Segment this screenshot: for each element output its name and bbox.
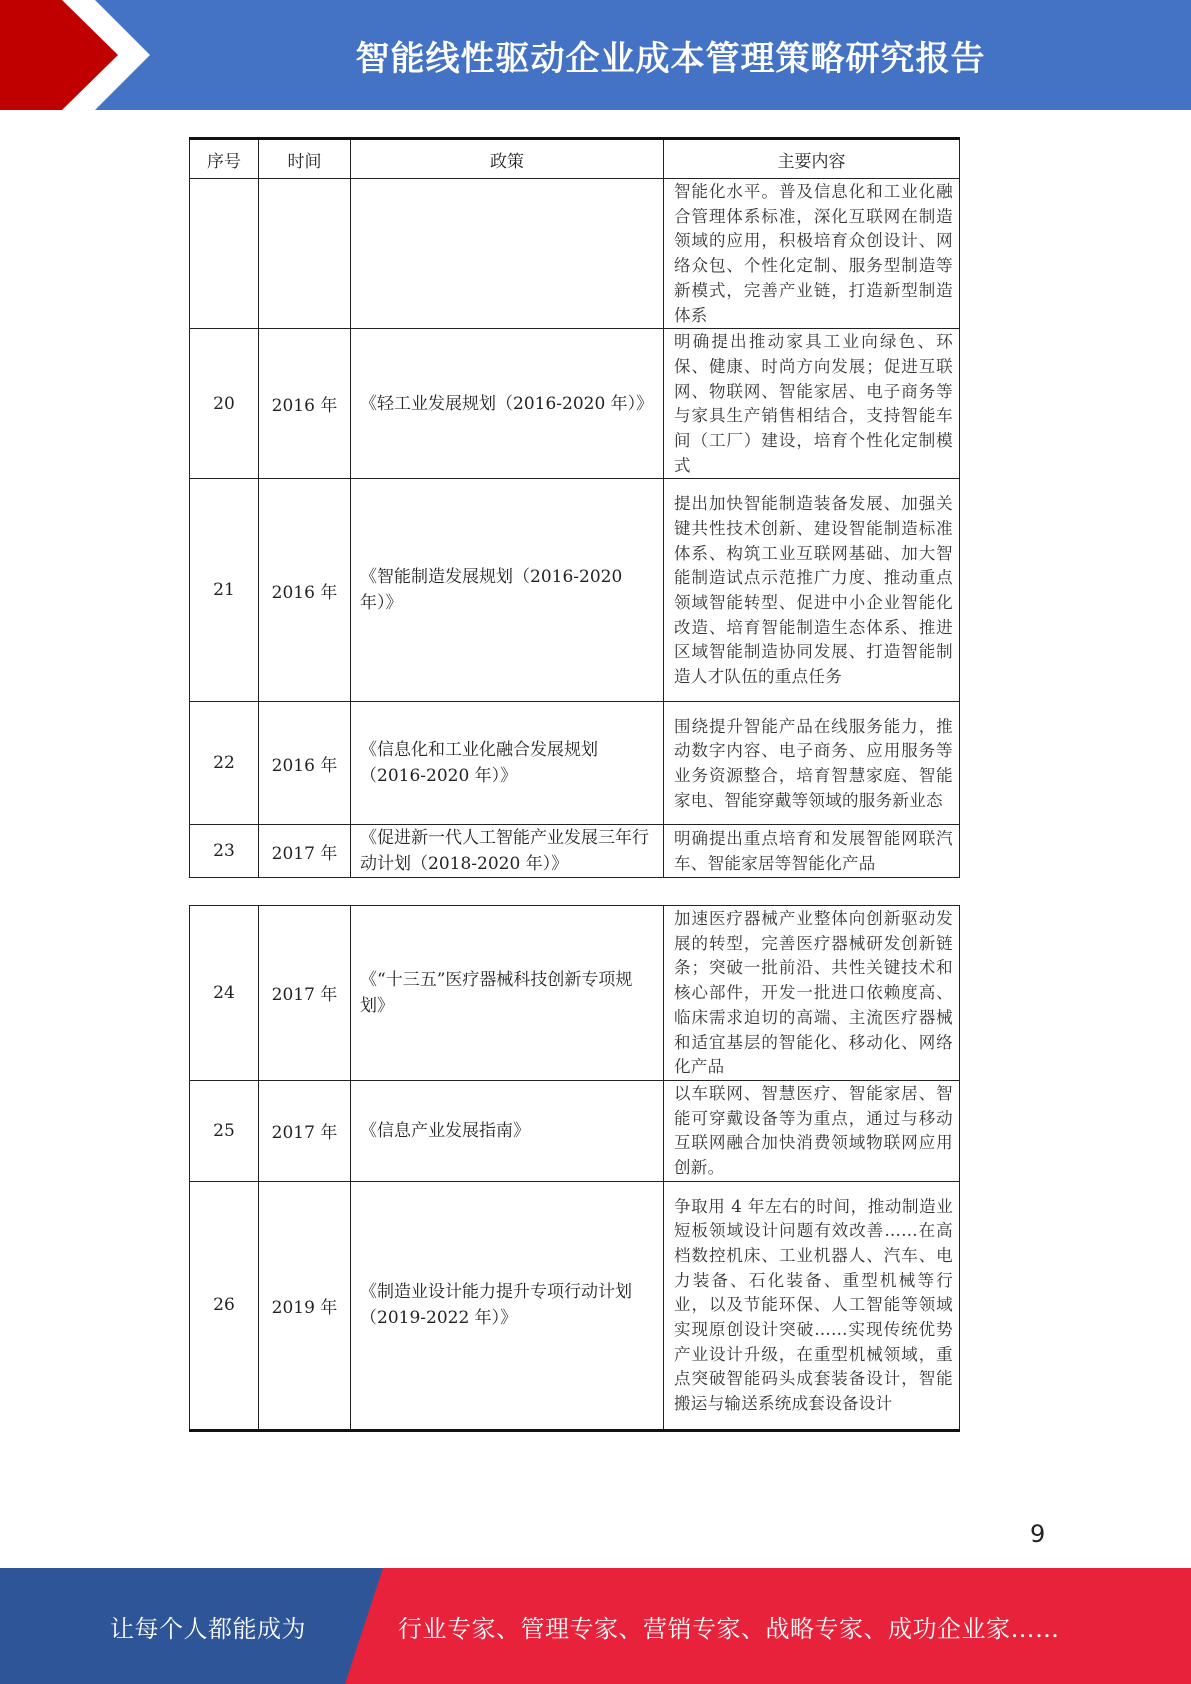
row-policy: 《促进新一代人工智能产业发展三年行动计划（2018-2020 年）》: [351, 825, 664, 878]
row-policy: [351, 179, 664, 329]
table-header-row: [190, 139, 960, 179]
row-year: 2019 年: [259, 1181, 351, 1430]
table-row: [190, 329, 960, 479]
row-year: [259, 179, 351, 329]
row-policy: 《轻工业发展规划（2016-2020 年）》: [351, 329, 664, 479]
row-year: 2017 年: [259, 906, 351, 1081]
table-row: [190, 179, 960, 329]
table-row: [190, 702, 960, 825]
row-content: 明确提出推动家具工业向绿色、环保、健康、时尚方向发展；促进互联网、物联网、智能家居、电子商务等与家具生产销售相结合，支持智能车间（工厂）建设，培育个性化定制模式: [664, 329, 960, 479]
report-title: 智能线性驱动企业成本管理策略研究报告: [355, 38, 986, 79]
row-policy: 《“十三五”医疗器械科技创新专项规划》: [351, 906, 664, 1081]
row-number: 22: [190, 702, 259, 825]
row-policy: 《信息化和工业化融合发展规划（2016-2020 年）》: [351, 702, 664, 825]
row-number: [190, 179, 259, 329]
row-year: 2016 年: [259, 329, 351, 479]
table-row: [190, 1080, 960, 1181]
row-year: 2016 年: [259, 702, 351, 825]
table-row: [190, 479, 960, 702]
table-row: [190, 906, 960, 1081]
row-year: 2016 年: [259, 479, 351, 702]
footer-slogan-left: 让每个人都能成为: [110, 1614, 306, 1643]
row-year: 2017 年: [259, 1080, 351, 1181]
policy-table-part-1: [189, 137, 960, 878]
page-number: 9: [1030, 1520, 1046, 1548]
row-number: 24: [190, 906, 259, 1081]
column-header-number: 序号: [190, 139, 259, 179]
row-year: 2017 年: [259, 825, 351, 878]
row-content: 加速医疗器械产业整体向创新驱动发展的转型，完善医疗器械研发创新链条；突破一批前沿、共性关键技术和核心部件，开发一批进口依赖度高、临床需求迫切的高端、主流医疗器械和适宜基层的智能化、移动化、网络化产品: [664, 906, 960, 1081]
column-header-content: 主要内容: [664, 139, 960, 179]
footer-slogan-right: 行业专家、管理专家、营销专家、战略专家、成功企业家……: [398, 1614, 1060, 1643]
row-policy: 《智能制造发展规划（2016-2020 年）》: [351, 479, 664, 702]
row-policy: 《制造业设计能力提升专项行动计划（2019-2022 年）》: [351, 1181, 664, 1430]
column-header-policy: 政策: [351, 139, 664, 179]
row-content: 提出加快智能制造装备发展、加强关键共性技术创新、建设智能制造标准体系、构筑工业互联网基础、加大智能制造试点示范推广力度、推动重点领域智能转型、促进中小企业智能化改造、培育智能制造生态体系、推进区域智能制造协同发展、打造智能制造人才队伍的重点任务: [664, 479, 960, 702]
row-number: 21: [190, 479, 259, 702]
row-content: 智能化水平。普及信息化和工业化融合管理体系标准，深化互联网在制造领域的应用，积极培育众创设计、网络众包、个性化定制、服务型制造等新模式，完善产业链，打造新型制造体系: [664, 179, 960, 329]
table-row: [190, 825, 960, 878]
row-content: 以车联网、智慧医疗、智能家居、智能可穿戴设备等为重点，通过与移动互联网融合加快消费领域物联网应用创新。: [664, 1080, 960, 1181]
table-row: [190, 1181, 960, 1430]
header-arrow-decoration: [0, 0, 152, 110]
row-number: 26: [190, 1181, 259, 1430]
row-number: 25: [190, 1080, 259, 1181]
row-number: 20: [190, 329, 259, 479]
row-content: 明确提出重点培育和发展智能网联汽车、智能家居等智能化产品: [664, 825, 960, 878]
row-number: 23: [190, 825, 259, 878]
row-policy: 《信息产业发展指南》: [351, 1080, 664, 1181]
column-header-time: 时间: [259, 139, 351, 179]
row-content: 争取用 4 年左右的时间，推动制造业短板领域设计问题有效改善……在高档数控机床、工业机器人、汽车、电力装备、石化装备、重型机械等行业，以及节能环保、人工智能等领域实现原创设计突破……实现传统优势产业设计升级，在重型机械领域，重点突破智能码头成套装备设计，智能搬运与输送系统成套设备设计: [664, 1181, 960, 1430]
row-content: 围绕提升智能产品在线服务能力，推动数字内容、电子商务、应用服务等业务资源整合，培育智慧家庭、智能家电、智能穿戴等领域的服务新业态: [664, 702, 960, 825]
policy-table-part-2: [189, 905, 960, 1432]
